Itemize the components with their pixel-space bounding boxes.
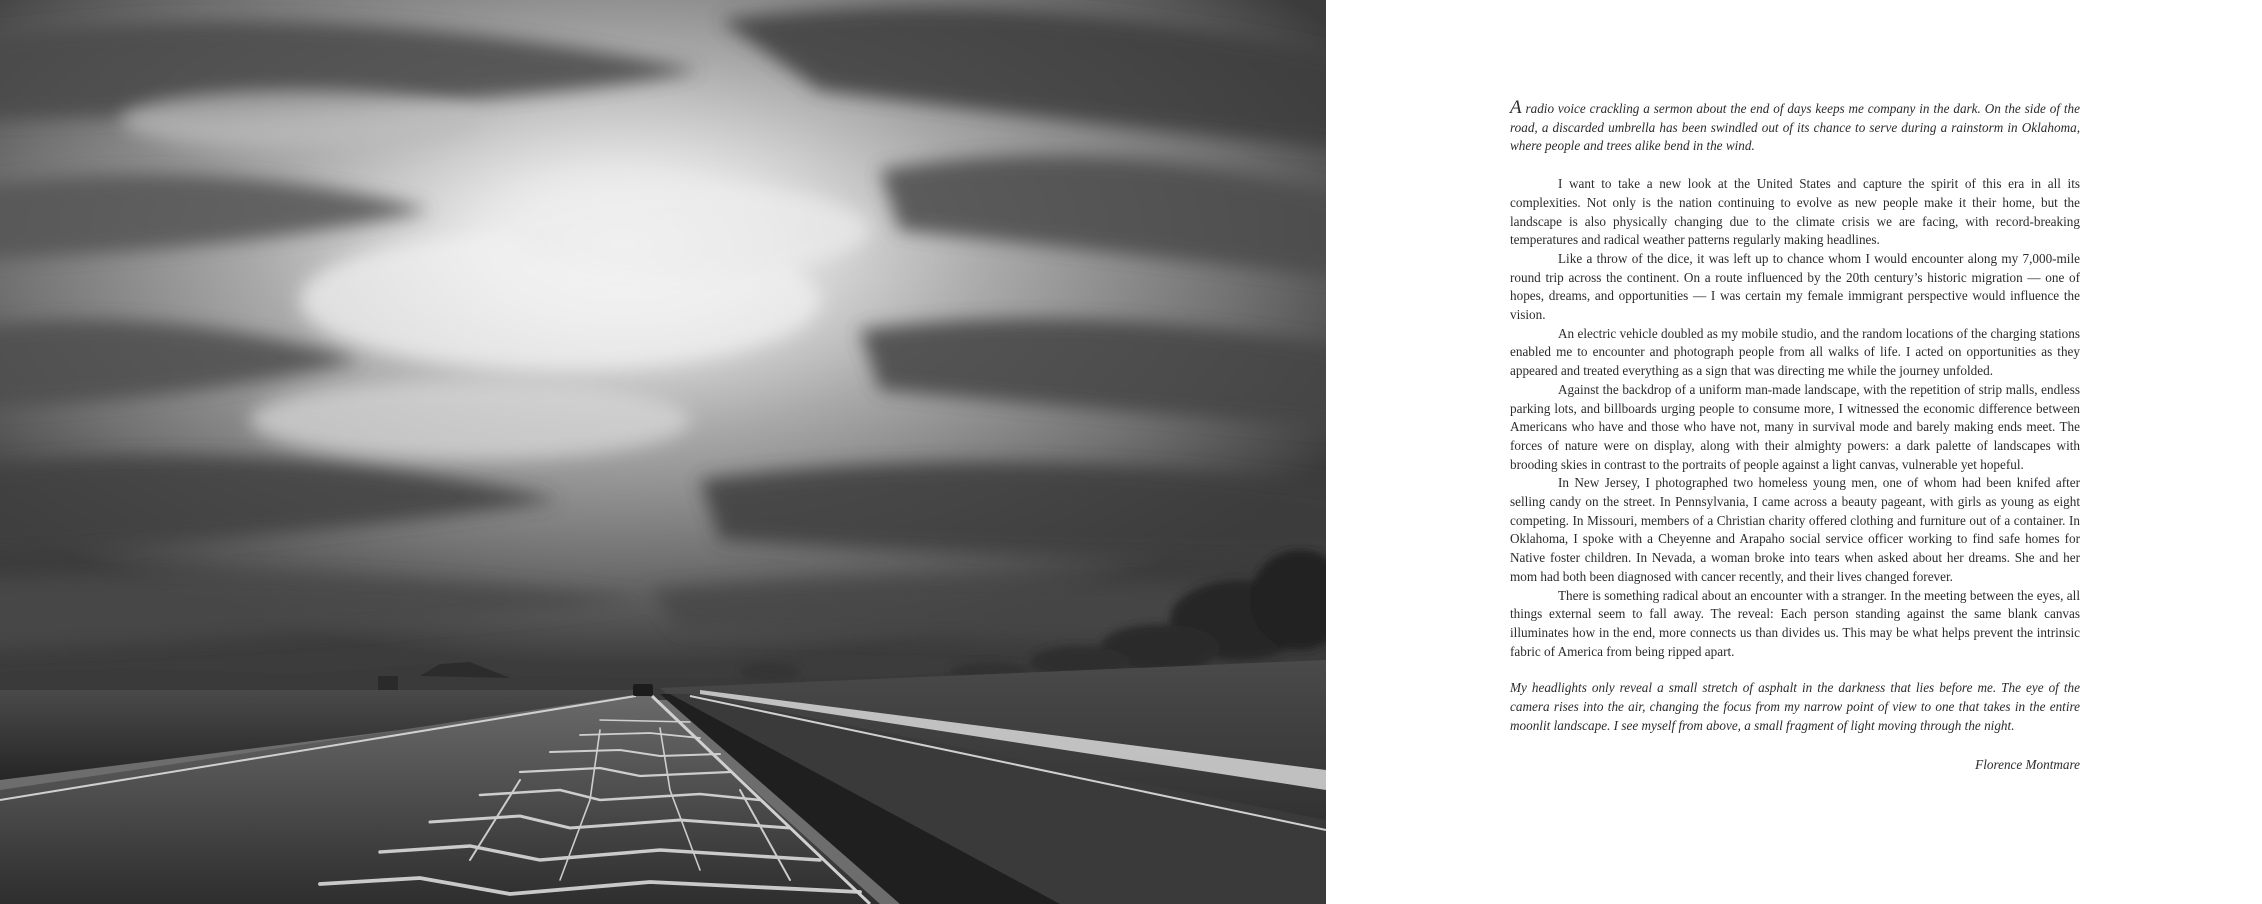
distant-car	[633, 684, 653, 696]
intro-paragraph	[1510, 98, 2080, 156]
distant-truck	[378, 676, 398, 690]
essay	[1510, 98, 2080, 774]
body-paragraph: There is something radical about an encounter with a stranger. In the meeting between the eyes, all things external seem to fall away. The reveal: Each person standing against the same blank canvas illuminates how in the end, more connects us than divides us. This may be what helps prevent the intrinsic fabric of America from being ripped apart.	[1510, 587, 2080, 659]
body-paragraph: Like a throw of the dice, it was left up to chance whom I would encounter along my 7,000-mile round trip across the continent. On a route influenced by the 20th century’s historic migration — one of hopes, dreams, and opportunities — I was certain my female immigrant perspective would influence the vision.	[1510, 250, 2080, 323]
drop-cap: A	[1510, 97, 1522, 118]
text-page	[1326, 0, 2262, 904]
body-paragraph: I want to take a new look at the United States and capture the spirit of this era in all its complexities. Not only is the nation continuing to evolve as new people make it their home, but the landscape is also physically changing due to the climate crisis we are facing, with record-breaking temperatures and radical weather patterns regularly making headlines.	[1510, 176, 2080, 248]
author-signature: Florence Montmare	[1975, 756, 2080, 772]
body-paragraph: In New Jersey, I photographed two homeless young men, one of whom had been knifed after selling candy on the street. In Pennsylvania, I came across a beauty pageant, with girls as young as eight competing. In Missouri, members of a Christian charity offered clothing and furniture out of a container. In Oklahoma, I spoke with a Cheyenne and Arapaho social service officer working to find safe homes for Native foster children. In Nevada, a woman broke into tears when asked about her dreams. She and her mom had both been diagnosed with cancer recently, and their lives changed forever.	[1510, 475, 2080, 584]
intro-text: radio voice crackling a sermon about the end of days keeps me company in the dark. On the side of the road, a discarded umbrella has been swindled out of its chance to serve during a rainstorm in Oklahoma, where people and trees alike bend in the wind.	[1510, 101, 2080, 154]
body-paragraph: Against the backdrop of a uniform man-made landscape, with the repetition of strip malls, endless parking lots, and billboards urging people to consume more, I witnessed the economic difference between Americans who have and those who have not, many in survival mode and barely making ends meet. The forces of nature were on display, along with their almighty powers: a dark palette of landscapes with brooding skies in contrast to the portraits of people against a light canvas, vulnerable yet hopeful.	[1510, 381, 2080, 472]
body-paragraph: An electric vehicle doubled as my mobile studio, and the random locations of the charging stations enabled me to encounter and photograph people from all walks of life. I acted on opportunities as they appeared and treated everything as a sign that was directing me while the journey unfolded.	[1510, 325, 2080, 379]
outro-paragraph: My headlights only reveal a small stretch of asphalt in the darkness that lies before me. The eye of the camera rises into the air, changing the focus from my narrow point of view to one that takes in the entire moonlit landscape. I see myself from above, a small fragment of light moving through the night.	[1510, 680, 2080, 733]
